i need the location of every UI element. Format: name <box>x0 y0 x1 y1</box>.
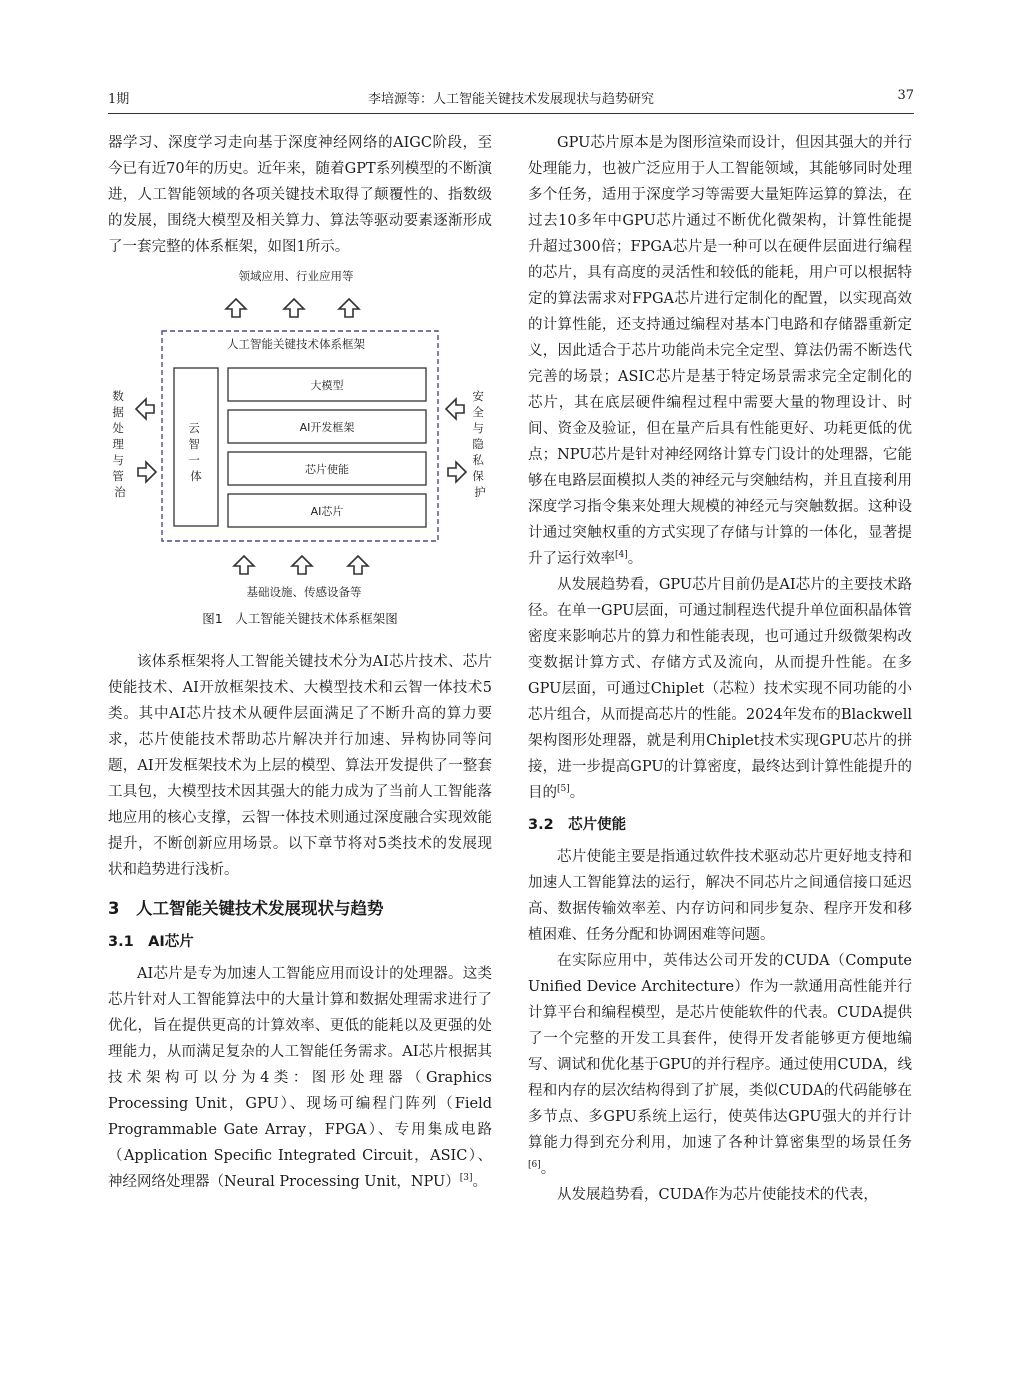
framework-diagram <box>108 264 492 604</box>
paragraph-end: 。 <box>569 785 585 801</box>
paragraph-text: 在实际应用中，英伟达公司开发的CUDA（Compute Unified Device Architecture）作为一款通用高性能并行计算平台和编程模型，是芯片使能软件的代表。CUDA提供了一个完整的开发工具套件，使得开发者能够更方便地编写、调试和优化基于GPU的并行程序。通过使用CUDA，线程和内存的层次结构得到了扩展，类似CUDA的代码能够在多节点、多GPU系统上运行，使英伟达GPU强大的并行计算能力得到充分利用，加速了各种计算密集型的场景任务 <box>528 953 912 1151</box>
subsection-heading: 3.1 AI芯片 <box>108 934 194 950</box>
bottom-label: 基础设施、传感设备等 <box>246 585 362 599</box>
citation-link[interactable]: [5] <box>557 784 570 795</box>
figure-caption: 图1 人工智能关键技术体系框架图 <box>202 611 398 626</box>
layer-label: 大模型 <box>310 379 344 392</box>
right-side-label: 安 全 与 隐 私 保 护 <box>472 389 486 499</box>
paragraph-end: 。 <box>472 1174 487 1190</box>
paragraph-end: 。 <box>627 551 643 567</box>
page-number: 37 <box>897 88 914 103</box>
section-heading: 3 人工智能关键技术发展现状与趋势 <box>108 899 384 918</box>
layer-label: AI开发框架 <box>299 421 355 434</box>
paragraph-text: 从发展趋势看，GPU芯片目前仍是AI芯片的主要技术路径。在单一GPU层面，可通过制程迭代提升单位面积晶体管密度来影响芯片的算力和性能表现，也可通过升级微架构改变数据计算方式、存储方式及流向，从而提升性能。在多GPU层面，可通过Chiplet（芯粒）技术实现不同功能的小芯片组合，从而提高芯片的性能。2024年发布的Blackwell架构图形处理器，就是利用Chiplet技术实现GPU芯片的拼接，进一步提高GPU的计算密度，最终达到计算性能提升的目的 <box>528 577 912 801</box>
paragraph-enable: 芯片使能主要是指通过软件技术驱动芯片更好地支持和加速人工智能算法的运行，解决不同芯片之间通信接口延迟高、数据传输效率差、内存访问和同步复杂、程序开发和移植困难、任务分配和协调困难等问题。 <box>528 849 912 943</box>
up-arrow-icon <box>284 299 304 317</box>
paragraph-cuda <box>528 948 912 1182</box>
paragraph-end: 。 <box>540 1161 556 1177</box>
paragraph-framework: 该体系框架将人工智能关键技术分为AI芯片技术、芯片使能技术、AI开放框架技术、大模型技术和云智一体技术5类。其中AI芯片技术从硬件层面满足了不断升高的算力要求，芯片使能技术帮助芯片解决并行加速、异构协同等问题，AI开发框架技术为上层的模型、算法开发提供了一整套工具包，大模型技术因其强大的能力成为了当前人工智能落地应用的核心支撑，云智一体技术则通过深度融合实现效能提升，不断创新应用场景。以下章节将对5类技术的发展现状和趋势进行浅析。 <box>108 654 492 878</box>
paragraph-text: GPU芯片原本是为图形渲染而设计，但因其强大的并行处理能力，也被广泛应用于人工智能领域，其能够同时处理多个任务，适用于深度学习等需要大量矩阵运算的算法，在过去10多年中GPU芯片通过不断优化微架构，计算性能提升超过300倍；FPGA芯片是一种可以在硬件层面进行编程的芯片，具有高度的灵活性和较低的能耗，用户可以根据特定的算法需求对FPGA芯片进行定制化的配置，以实现高效的计算性能，还支持通过编程对基本门电路和存储器重新定义，因此适合于芯片功能尚未完全定型、算法仍需不断迭代完善的场景；ASIC芯片是基于特定场景需求完全定制化的芯片，其在底层硬件编程过程中需要大量的物理设计、时间、资金及验证，但在量产后具有性能更好、功耗更低的优点；NPU芯片是针对神经网络计算专门设计的处理器，它能够在电路层面模拟人类的神经元与突触结构，并且直接利用深度学习指令集来处理大规模的神经元与突触数据。这种设计通过突触权重的方式实现了存储与计算的一体化，显著提升了运行效率 <box>528 135 912 567</box>
up-arrow-icon <box>226 299 246 317</box>
paragraph-trend <box>528 572 912 806</box>
paragraph-aichip <box>108 961 492 1195</box>
paragraph-last: 从发展趋势看，CUDA作为芯片使能技术的代表， <box>557 1187 878 1203</box>
cloud-label: 云 智 一 体 <box>188 421 202 483</box>
citation-link[interactable]: [6] <box>528 1160 541 1171</box>
paragraph-text: AI芯片是专为加速人工智能应用而设计的处理器。这类芯片针对人工智能算法中的大量计算和数据处理需求进行了优化，旨在提供更高的计算效率、更低的能耗以及更强的处理能力，从而满足复杂的人工智能任务需求。AI芯片根据其技术架构可以分为4类：图形处理器（Graphics Processing Unit，GPU）、现场可编程门阵列（Field Programmable Gate Array，FPGA）、专用集成电路（Application Specific Integrated Circuit，ASIC）、神经网络处理器（Neural Processing Unit，NPU） <box>108 966 492 1190</box>
top-label: 领域应用、行业应用等 <box>238 269 354 283</box>
right-column <box>528 130 912 1208</box>
figure-1 <box>108 264 492 649</box>
citation-link[interactable]: [4] <box>615 550 628 561</box>
running-header <box>108 88 914 112</box>
right-arrow-icon <box>448 462 466 482</box>
header-rule <box>108 113 914 114</box>
running-title: 李培源等：人工智能关键技术发展现状与趋势研究 <box>367 92 654 107</box>
left-arrow-icon <box>446 399 464 419</box>
up-arrow-icon <box>234 556 254 574</box>
left-column <box>108 130 492 1195</box>
up-arrow-icon <box>348 556 368 574</box>
up-arrow-icon <box>339 299 359 317</box>
framework-title: 人工智能关键技术体系框架 <box>227 337 365 351</box>
left-arrow-icon <box>136 399 154 419</box>
issue-number: 1期 <box>108 92 130 107</box>
left-side-label: 数 据 处 理 与 管 治 <box>112 389 126 499</box>
up-arrow-icon <box>292 556 312 574</box>
right-arrow-icon <box>138 462 156 482</box>
layer-label: AI芯片 <box>310 505 344 518</box>
paragraph-continued: 器学习、深度学习走向基于深度神经网络的AIGC阶段，至今已有近70年的历史。近年来，随着GPT系列模型的不断演进，人工智能领域的各项关键技术取得了颠覆性的、指数级的发展，围绕大模型及相关算力、算法等驱动要素逐渐形成了一套完整的体系框架，如图1所示。 <box>108 135 492 255</box>
paragraph-gpu <box>528 130 912 572</box>
subsection-heading: 3.2 芯片使能 <box>528 817 627 833</box>
layer-label: 芯片使能 <box>305 463 349 476</box>
citation-link[interactable]: [3] <box>459 1173 473 1184</box>
